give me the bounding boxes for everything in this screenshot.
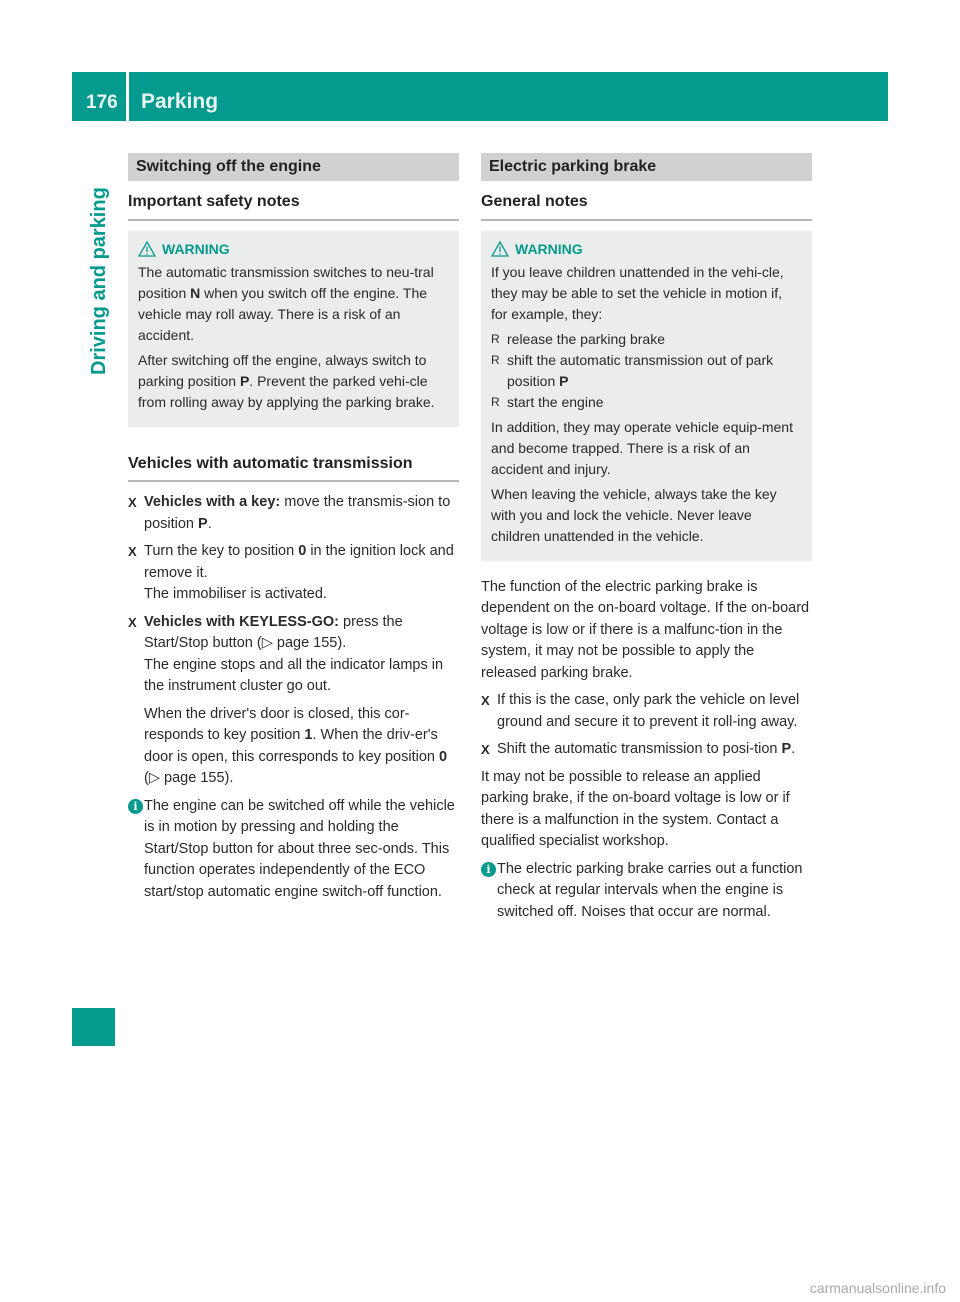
step-result: The immobiliser is activated. <box>144 586 327 602</box>
sub-heading: Important safety notes <box>128 181 459 221</box>
warning-label: WARNING <box>515 240 583 257</box>
info-text: The engine can be switched off while the vehicle is in motion by pressing and holding the Start/Stop button for about three sec-onds. This function operates independently of the ECO start/stop automatic engine switch-off function. <box>144 797 455 900</box>
warning-text: After switching off the engine, always switch to parking position P. Prevent the parked vehi-cle from rolling away by applying the parking brake. <box>138 351 435 410</box>
bullet-icon: R <box>491 331 500 346</box>
step-arrow-icon: X <box>481 693 490 708</box>
body-paragraph: The function of the electric parking brake is dependent on the on-board voltage. If the on-board voltage is low or if there is a malfunc-tion in the system, it may not be possible to apply the released parking brake. <box>481 578 810 681</box>
right-column <box>481 153 812 923</box>
warning-title <box>491 239 802 260</box>
bullet-item: R release the parking brake <box>491 329 802 350</box>
instruction-step: X Vehicles with a key: move the transmis-sion to position P. <box>128 494 451 532</box>
side-tab-marker <box>72 1008 115 1046</box>
warning-text: When leaving the vehicle, always take the key with you and lock the vehicle. Never leave children unattended in the vehicle. <box>491 485 777 544</box>
warning-title <box>138 239 449 260</box>
instruction-step: X Shift the automatic transmission to posi-tion P. <box>481 739 812 761</box>
warning-text: The automatic transmission switches to neu-tral position N when you switch off the engine. The vehicle may roll away. There is a risk of an accident. <box>138 263 434 343</box>
info-icon: i <box>481 862 496 877</box>
instruction-step: X If this is the case, only park the vehicle on level ground and secure it to prevent it roll-ing away. <box>481 692 800 730</box>
left-column <box>128 153 459 903</box>
step-arrow-icon: X <box>481 742 490 757</box>
warning-text: In addition, they may operate vehicle equip-ment and become trapped. There is a risk of an accident and injury. <box>491 418 793 477</box>
step-result: The engine stops and all the indicator lamps in the instrument cluster go out. <box>144 656 444 694</box>
warning-box <box>481 231 812 561</box>
bullet-icon: R <box>491 352 500 367</box>
info-text: The electric parking brake carries out a function check at regular intervals when the engine is switched off. Noises that occur are normal. <box>497 860 803 920</box>
warning-label: WARNING <box>162 240 230 257</box>
info-icon: i <box>128 799 143 814</box>
info-note <box>481 859 812 924</box>
header-divider <box>126 72 129 121</box>
side-tab-label: Driving and parking <box>88 187 110 375</box>
warning-triangle-icon <box>491 241 509 257</box>
section-heading: Switching off the engine <box>128 153 459 181</box>
step-arrow-icon: X <box>128 495 137 510</box>
page-reference: page 155 <box>164 770 225 786</box>
step-arrow-icon: X <box>128 614 137 630</box>
bullet-item: R start the engine <box>491 392 802 413</box>
watermark: carmanualsonline.info <box>809 1280 946 1296</box>
info-note <box>128 796 459 904</box>
section-heading: Electric parking brake <box>481 153 812 181</box>
page-ref-arrow-icon: ▷ <box>148 770 165 786</box>
sub-heading: Vehicles with automatic transmission <box>128 443 459 483</box>
warning-triangle-icon <box>138 241 156 257</box>
page-reference: page 155 <box>276 635 338 651</box>
bullet-icon: R <box>491 394 500 409</box>
warning-text: If you leave children unattended in the vehi-cle, they may be able to set the vehicle in motion if, for example, they: <box>491 263 784 322</box>
page-number: 176 <box>86 92 118 113</box>
sub-heading: General notes <box>481 181 812 221</box>
instruction-step: X Turn the key to position 0 in the ignition lock and remove it. The immobiliser is activated. <box>128 543 454 602</box>
page-ref-arrow-icon: ▷ <box>261 635 277 651</box>
step-arrow-icon: X <box>128 544 137 559</box>
warning-box <box>128 231 459 427</box>
instruction-step: X Vehicles with KEYLESS-GO: press the Start/Stop button (▷ page 155). The engine stops and all the indicator lamps in the instrument cluster go out. When the driver's door is closed, this cor-responds to key position 1. When the driv-er's door is open, this corresponds to key position 0 (▷ page 155). <box>128 613 448 786</box>
bullet-item: R shift the automatic transmission out of park position P <box>491 351 774 389</box>
body-paragraph: It may not be possible to release an applied parking brake, if the on-board voltage is low or if there is a malfunction in the system. Contact a qualified specialist workshop. <box>481 768 790 849</box>
page-title: Parking <box>141 90 219 113</box>
